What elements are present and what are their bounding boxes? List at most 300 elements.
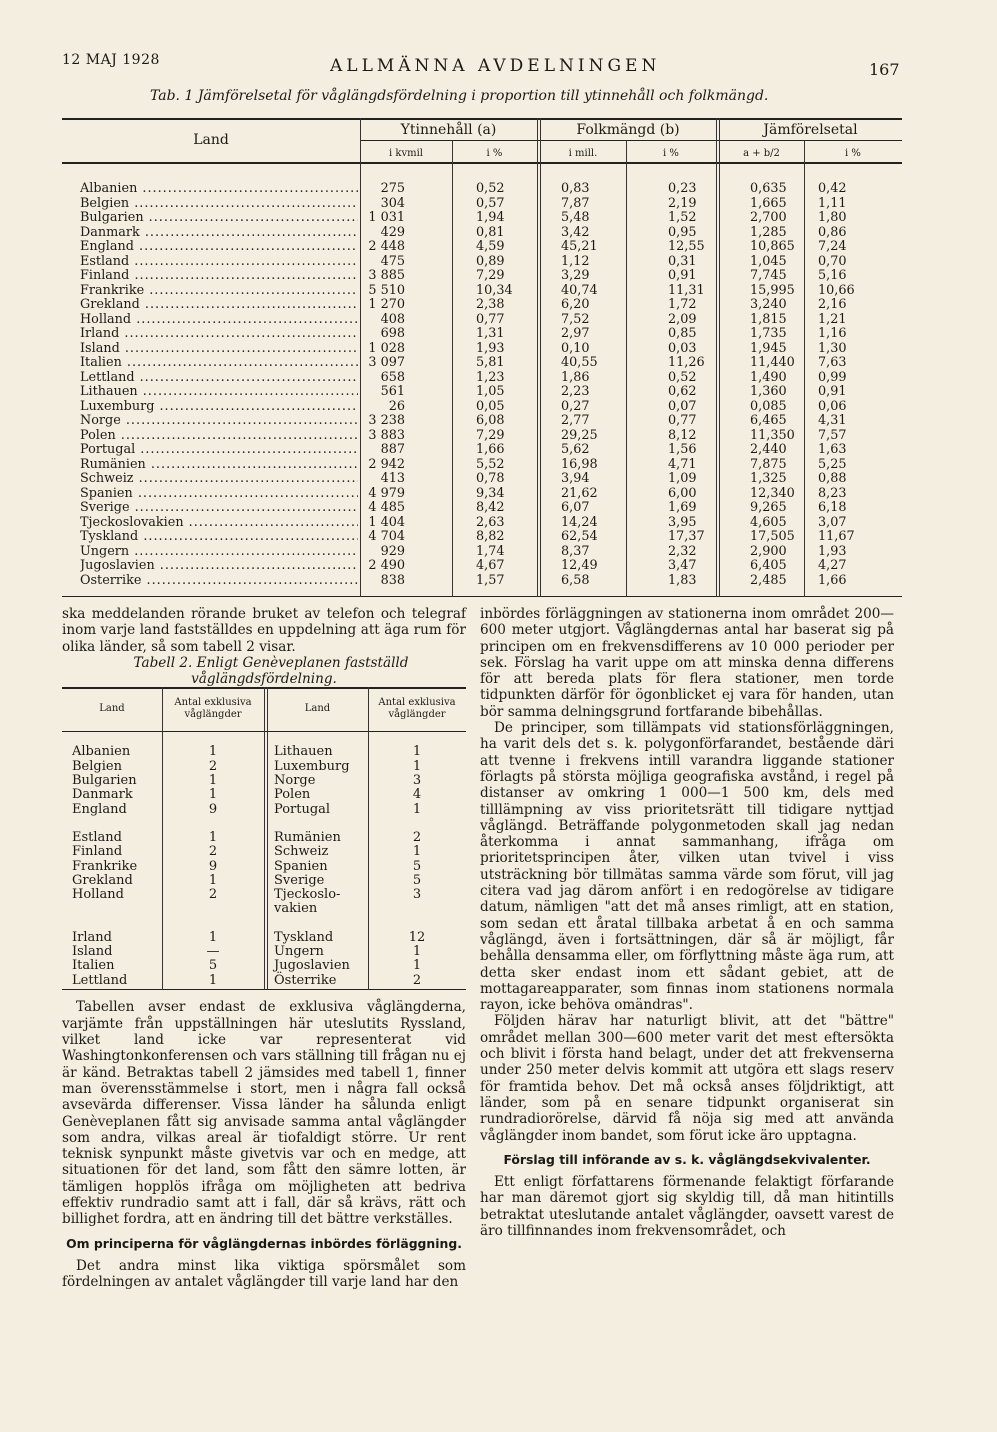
table1-row xyxy=(62,342,902,357)
table1-cell-ab: 12,340 xyxy=(750,485,795,501)
table1-cell-ab: 1,285 xyxy=(750,224,787,240)
table1-row xyxy=(62,429,902,444)
table1-cell-fpct: 1,69 xyxy=(668,500,697,515)
table1-bottom-rule xyxy=(62,596,902,597)
table1-cell-km: 2 942 xyxy=(368,456,405,472)
table2-cell-land1: Estland xyxy=(72,829,122,845)
table1-cell-ab: 2,900 xyxy=(750,543,787,559)
table2-cell-land1: England xyxy=(72,801,127,817)
table1-cell-ypct: 0,81 xyxy=(476,224,505,240)
table2-cell-n2: 2 xyxy=(412,829,422,845)
subheader-area-pct: i % xyxy=(486,148,503,159)
table1-cell-mill: 2,97 xyxy=(561,326,590,341)
table1-cell-fpct: 0,77 xyxy=(668,413,697,428)
table1-cell-mill: 12,49 xyxy=(561,558,598,573)
table1-cell-land: Ungern ..... xyxy=(80,545,358,560)
subheader-formula: a + b/2 xyxy=(743,148,780,159)
table1-cell-ab: 2,700 xyxy=(750,210,787,225)
table1-cell-mill: 16,98 xyxy=(561,456,598,472)
table1-cell-ypct: 1,23 xyxy=(476,369,505,385)
table2-cell-n2: 1 xyxy=(412,844,422,860)
table1-cell-fpct: 0,85 xyxy=(668,326,697,341)
table1-cell-ypct: 0,78 xyxy=(476,471,505,486)
table1-cell-ab: 17,505 xyxy=(750,529,795,544)
table1-cell-land: Tjeckoslovakien ..... xyxy=(80,516,358,531)
table1-cell-km: 275 xyxy=(380,181,405,196)
table1-cell-ypct: 1,74 xyxy=(476,543,505,559)
table1-cell-ab: 1,665 xyxy=(750,195,787,211)
table2-cell-land2: Lithauen xyxy=(274,744,333,760)
table1-cell-ab: 2,440 xyxy=(750,442,787,457)
table2-cell-n2: 1 xyxy=(412,958,422,974)
table1-cell-jpct: 7,57 xyxy=(818,427,847,443)
table1-header-ratio: Jämförelsetal xyxy=(763,122,858,138)
table1-cell-km: 1 028 xyxy=(368,340,405,356)
table2-cell-n2: 5 xyxy=(412,872,422,888)
table1-header-land: Land xyxy=(193,132,229,148)
table2-vline xyxy=(267,687,268,990)
table1-cell-fpct: 0,95 xyxy=(668,224,697,240)
table1-cell-fpct: 2,19 xyxy=(668,195,697,211)
table1-caption: Tab. 1 Jämförelsetal för våglängdsfördelning i proportion till ytinnehåll och folkmängd. xyxy=(150,88,769,104)
table2-cell-n1: 2 xyxy=(208,887,218,903)
table1-cell-ab: 4,605 xyxy=(750,514,787,530)
table1-cell-fpct: 8,12 xyxy=(668,427,697,443)
table2-cell-n1: 2 xyxy=(208,844,218,860)
table2-header-count-2: Antal exklusiva våglängder xyxy=(378,697,456,721)
table1-row xyxy=(62,269,902,284)
table2-cell-n2: 2 xyxy=(412,972,422,988)
table1-cell-jpct: 2,16 xyxy=(818,297,847,312)
table1-cell-ypct: 7,29 xyxy=(476,268,505,283)
table2-cell-n2: 12 xyxy=(408,929,426,945)
table1-cell-land: Portugal ..... xyxy=(80,443,358,458)
table1-row xyxy=(62,472,902,487)
table1-cell-km: 1 270 xyxy=(368,297,405,312)
table1-cell-ypct: 0,89 xyxy=(476,253,505,269)
table1-cell-km: 838 xyxy=(380,572,405,588)
table1-row xyxy=(62,197,902,212)
table1-cell-fpct: 1,83 xyxy=(668,572,697,588)
table1-cell-jpct: 6,18 xyxy=(818,500,847,515)
table1-cell-mill: 8,37 xyxy=(561,543,590,559)
table1-cell-jpct: 4,31 xyxy=(818,413,847,428)
table1-cell-ypct: 0,77 xyxy=(476,311,505,327)
header-date: 12 MAJ 1928 xyxy=(62,52,160,68)
table2-cell-land2: Sverige xyxy=(274,872,325,888)
table1-cell-fpct: 0,31 xyxy=(668,253,697,269)
table1-cell-land: Danmark ..... xyxy=(80,226,358,241)
subheader-area-unit: i kvmil xyxy=(389,148,423,159)
table1-cell-km: 4 485 xyxy=(368,500,405,515)
table2-cell-n1: 1 xyxy=(208,744,218,760)
table1-cell-fpct: 4,71 xyxy=(668,456,697,472)
table1-cell-jpct: 1,16 xyxy=(818,326,847,341)
table1-cell-land: Schweiz ..... xyxy=(80,472,358,487)
table2-cell-n2: 1 xyxy=(412,744,422,760)
table1-row xyxy=(62,298,902,313)
table2-header-land-2: Land xyxy=(304,703,331,715)
right-para2: De principer, som tillämpats vid stationsförläggningen, ha varit dels det s. k. polygonförfarandet, bestående däri att tvenne i frekvens intill varandra liggande stationer förlagts på största möjliga geografiska avstånd, i regel på distanser av omkring 1 000—1 500 km, dels med tilllämpning av viss prioritetsrätt till tidigare nyttjad våglängd. Beträffande polygonmetoden skall jag nedan återkomma i annat sammanhang, ifråga om prioritetsprincipen åter, vilken utan tvivel i viss utsträckning bör tillmätas samma värde som förut, vill jag citera vad jag därom anfört i en redogörelse av tidigare datum, nämligen "att det må anses rimligt, att en station, som sedan ett åratal tillbaka arbetat å en och samma våglängd, även i fortsättningen, där så är möjligt, får behålla densamma eller, om förflyttning måste äga rum, att detta sker endast inom ett sådant gebiet, att de mottagareapparater, som finnas inom stationens normala rayon, icke behöva omändras". xyxy=(480,720,894,1014)
table1-cell-land: Österrike ..... xyxy=(80,574,358,589)
table1-cell-ab: 7,875 xyxy=(750,456,787,472)
table1-cell-fpct: 2,32 xyxy=(668,543,697,559)
table2-cell-n1: 5 xyxy=(208,958,218,974)
table1-row xyxy=(62,458,902,473)
table1-cell-fpct: 1,09 xyxy=(668,471,697,486)
table1-cell-fpct: 11,31 xyxy=(668,282,705,298)
table1-cell-fpct: 1,72 xyxy=(668,297,697,312)
table1-cell-km: 4 704 xyxy=(368,529,405,544)
table2-cell-land1: Holland xyxy=(72,887,124,903)
table2-cell-land1: Italien xyxy=(72,958,115,974)
table1-cell-mill: 29,25 xyxy=(561,427,598,443)
left-heading: Om principerna för våglängdernas inbördes förläggning. xyxy=(66,1235,462,1251)
table1-cell-land: Holland ..... xyxy=(80,313,358,328)
table1-cell-fpct: 0,62 xyxy=(668,384,697,399)
table1-cell-jpct: 5,25 xyxy=(818,456,847,472)
table1-cell-jpct: 0,42 xyxy=(818,181,847,196)
table1-cell-mill: 5,48 xyxy=(561,210,590,225)
table1-cell-km: 2 490 xyxy=(368,558,405,573)
table1-cell-km: 929 xyxy=(380,543,405,559)
table1-cell-land: Bulgarien ..... xyxy=(80,211,358,226)
table1-row xyxy=(62,516,902,531)
table1-cell-land: Frankrike ..... xyxy=(80,284,358,299)
table1-row xyxy=(62,327,902,342)
table1-cell-land: Grekland ..... xyxy=(80,298,358,313)
table1-cell-land: Finland ..... xyxy=(80,269,358,284)
table1-cell-jpct: 1,30 xyxy=(818,340,847,356)
table2-cell-n1: 1 xyxy=(208,787,218,803)
table1-cell-land: Belgien ..... xyxy=(80,197,358,212)
table1-cell-ypct: 9,34 xyxy=(476,485,505,501)
table1-cell-mill: 40,74 xyxy=(561,282,598,298)
table1-cell-fpct: 0,03 xyxy=(668,340,697,356)
table1-top-rule xyxy=(62,118,902,120)
table1-cell-land: Lettland ..... xyxy=(80,371,358,386)
table1-cell-jpct: 0,06 xyxy=(818,398,847,414)
table1-cell-ab: 6,405 xyxy=(750,558,787,573)
table1-sub-rule xyxy=(360,140,902,141)
table1-cell-jpct: 5,16 xyxy=(818,268,847,283)
table1-cell-km: 475 xyxy=(380,253,405,269)
table1-cell-ab: 1,815 xyxy=(750,311,787,327)
table2-cell-n1: 2 xyxy=(208,758,218,774)
table1-cell-km: 1 404 xyxy=(368,514,405,530)
table1-cell-jpct: 0,88 xyxy=(818,471,847,486)
table1-cell-ypct: 4,59 xyxy=(476,239,505,254)
table1-cell-jpct: 1,21 xyxy=(818,311,847,327)
left-para1: Tabellen avser endast de exklusiva våglängderna, varjämte från uppställningen här uteslutits Ryssland, vilket land icke var representerat vid Washingtonkonferensen och vars ställning till frågan nu ej är känd. Betraktas tabell 2 jämsides med tabell 1, finner man överensstämmelse i stort, men i några fall också avsevärda differenser. Vissa länder ha sålunda enligt Genèveplanen fått sig anvisade samma antal våglängder som andra, vilkas areal är tiofaldigt större. Ur rent teknisk synpunkt måste givetvis var och en medge, att situationen för det land, som fått den sämre lotten, är tämligen hopplös ifråga om möjligheten att bedriva effektiv rundradio samt att i fall, där så krävs, rätt och billighet fordra, att en ändring till det bättre verkställes. xyxy=(62,999,466,1228)
table1-cell-mill: 7,52 xyxy=(561,311,590,327)
table1-cell-ypct: 5,81 xyxy=(476,355,505,370)
table2-cell-n2: 3 xyxy=(412,887,422,903)
table2-cell-land2: Rumänien xyxy=(274,829,341,845)
table1-cell-land: Spanien ..... xyxy=(80,487,358,502)
table1-cell-mill: 3,42 xyxy=(561,224,590,240)
table1-cell-km: 658 xyxy=(380,369,405,385)
table1-cell-jpct: 1,63 xyxy=(818,442,847,457)
table1-row xyxy=(62,443,902,458)
table1-cell-km: 5 510 xyxy=(368,282,405,298)
table2-cell-land2: Polen xyxy=(274,787,311,803)
table1-cell-ypct: 1,66 xyxy=(476,442,505,457)
left-column xyxy=(62,606,466,1291)
table1-row xyxy=(62,574,902,589)
table1-row xyxy=(62,414,902,429)
table1-body xyxy=(62,182,902,588)
table1-cell-km: 561 xyxy=(380,384,405,399)
table1-cell-jpct: 0,86 xyxy=(818,224,847,240)
table2-vline xyxy=(368,687,369,990)
table1-cell-mill: 6,07 xyxy=(561,500,590,515)
table1-cell-ab: 11,350 xyxy=(750,427,795,443)
table2-cell-land2: Portugal xyxy=(274,801,331,817)
table1-cell-jpct: 1,11 xyxy=(818,195,847,211)
right-para3: Följden härav har naturligt blivit, att det "bättre" området mellan 300—600 meter varit det mest eftersökta och blivit i första hand belagt, under det att frekvenserna under 250 meter delvis kommit att utgöra ett slags reserv för framtida behov. Det må också anses följdriktigt, att länder, som på en senare tidpunkt organiserat sin rundradiorörelse, därvid få nöja sig med att använda våglängder inom bandet, som förut icke äro upptagna. xyxy=(480,1013,894,1144)
table1-cell-ab: 1,045 xyxy=(750,253,787,269)
table1-cell-km: 408 xyxy=(380,311,405,327)
table1-cell-land: Rumänien ..... xyxy=(80,458,358,473)
right-para4: Ett enligt författarens förmenande felaktigt förfarande har man däremot gjort sig skyldig till, då man hitintills betraktat uteslutande antalet våglängder, oavsett varest de äro tillfinnandes inom frekvensområdet, och xyxy=(480,1174,894,1239)
table1-row xyxy=(62,284,902,299)
table1-cell-ypct: 8,42 xyxy=(476,500,505,515)
table1-cell-km: 1 031 xyxy=(368,210,405,225)
table1-cell-jpct: 1,66 xyxy=(818,572,847,588)
table1-cell-km: 3 238 xyxy=(368,413,405,428)
table1-header-area: Ytinnehåll (a) xyxy=(400,122,497,138)
table2-cell-land1: Irland xyxy=(72,929,112,945)
table1-cell-jpct: 11,67 xyxy=(818,529,855,544)
table1-cell-ab: 1,360 xyxy=(750,384,787,399)
table1-cell-km: 3 885 xyxy=(368,268,405,283)
table1-cell-ab: 2,485 xyxy=(750,572,787,588)
table1-cell-ypct: 10,34 xyxy=(476,282,513,298)
table2-cell-land2: Luxemburg xyxy=(274,758,350,774)
table1-row xyxy=(62,559,902,574)
table1-cell-mill: 45,21 xyxy=(561,239,598,254)
table1-row xyxy=(62,400,902,415)
table2-cell-n2: 4 xyxy=(412,787,422,803)
table1-cell-ab: 1,945 xyxy=(750,340,787,356)
table1-cell-land: Sverige ..... xyxy=(80,501,358,516)
table1-cell-km: 4 979 xyxy=(368,485,405,501)
table1-cell-mill: 21,62 xyxy=(561,485,598,501)
table2-cell-n1: 1 xyxy=(208,829,218,845)
table1-cell-ypct: 5,52 xyxy=(476,456,505,472)
table1-cell-ypct: 7,29 xyxy=(476,427,505,443)
right-column xyxy=(480,606,894,1239)
table1-cell-mill: 3,94 xyxy=(561,471,590,486)
table1-cell-mill: 2,77 xyxy=(561,413,590,428)
table2-caption: Tabell 2. Enligt Genèveplanen fastställd våglängdsfördelning. xyxy=(133,654,409,688)
table1-cell-ypct: 6,08 xyxy=(476,413,505,428)
table1-cell-land: Jugoslavien ..... xyxy=(80,559,358,574)
table2-cell-n1: 1 xyxy=(208,773,218,789)
table2-cell-n1: 1 xyxy=(208,929,218,945)
table1-cell-jpct: 10,66 xyxy=(818,282,855,298)
table1-cell-fpct: 12,55 xyxy=(668,239,705,254)
table2-cell-land1: Bulgarien xyxy=(72,773,137,789)
table1-row xyxy=(62,545,902,560)
table2-cell-n1: 1 xyxy=(208,972,218,988)
table1-cell-fpct: 0,07 xyxy=(668,398,697,414)
table1-cell-jpct: 0,91 xyxy=(818,384,847,399)
table1-cell-land: Albanien ..... xyxy=(80,182,358,197)
table2-cell-land2: Spanien xyxy=(274,858,328,874)
table1-cell-km: 3 883 xyxy=(368,427,405,443)
table1-cell-km: 887 xyxy=(380,442,405,457)
table1-row xyxy=(62,182,902,197)
table1-cell-ab: 1,490 xyxy=(750,369,787,385)
table2-cell-land2: Österrike xyxy=(274,972,337,988)
table2-vline xyxy=(264,687,265,990)
table1-cell-fpct: 0,52 xyxy=(668,369,697,385)
table1-cell-mill: 1,12 xyxy=(561,253,590,269)
table1-row xyxy=(62,356,902,371)
table2-cell-land2: vakien xyxy=(274,901,318,917)
table1-cell-jpct: 0,70 xyxy=(818,253,847,269)
table1-cell-mill: 3,29 xyxy=(561,268,590,283)
table2-cell-n1: 1 xyxy=(208,872,218,888)
table1-cell-ab: 6,465 xyxy=(750,413,787,428)
table1-cell-ab: 1,325 xyxy=(750,471,787,486)
table1-cell-land: Lithauen ..... xyxy=(80,385,358,400)
table1-row xyxy=(62,385,902,400)
table1-cell-land: Estland ..... xyxy=(80,255,358,270)
table1-cell-km: 698 xyxy=(380,326,405,341)
table1-cell-fpct: 1,52 xyxy=(668,210,697,225)
table1-cell-mill: 0,83 xyxy=(561,181,590,196)
table1-header-pop: Folkmängd (b) xyxy=(576,122,680,138)
table1-cell-fpct: 6,00 xyxy=(668,485,697,501)
table1-cell-ab: 9,265 xyxy=(750,500,787,515)
table1-cell-fpct: 0,23 xyxy=(668,181,697,196)
table1-cell-jpct: 7,24 xyxy=(818,239,847,254)
table1-cell-ab: 3,240 xyxy=(750,297,787,312)
table1-cell-land: Island ..... xyxy=(80,342,358,357)
table1-cell-jpct: 4,27 xyxy=(818,558,847,573)
right-heading: Förslag till införande av s. k. våglängdsekvivalenter. xyxy=(503,1151,871,1167)
table1-cell-km: 429 xyxy=(380,224,405,240)
table2-cell-n1: — xyxy=(206,944,220,960)
table1-cell-land: Norge ..... xyxy=(80,414,358,429)
table2-cell-land1: Belgien xyxy=(72,758,122,774)
table1-cell-mill: 6,20 xyxy=(561,297,590,312)
right-para1: inbördes förläggningen av stationerna inom området 200—600 meter utgjort. Våglängdernas antal har baserat sig på principen om en frekvensdifferens av 10 000 perioder per sek. Förslag ha varit uppe om att minska denna differens för att bereda plats för flera stationer, men torde tidpunkten därför för ögonblicket ej vara för handen, utan bör samma delningsgrund fortfarande bibehållas. xyxy=(480,606,894,720)
table1-cell-jpct: 1,93 xyxy=(818,543,847,559)
table1-cell-jpct: 1,80 xyxy=(818,210,847,225)
table2-cell-land2: Jugoslavien xyxy=(274,958,350,974)
table1-cell-ypct: 2,38 xyxy=(476,297,505,312)
table1-cell-ab: 0,635 xyxy=(750,181,787,196)
table1-cell-mill: 40,55 xyxy=(561,355,598,370)
table2-cell-land2: Schweiz xyxy=(274,844,329,860)
table2-cell-land1: Danmark xyxy=(72,787,133,803)
table1-cell-mill: 7,87 xyxy=(561,195,590,211)
table2-header-land: Land xyxy=(99,703,125,715)
table2-cell-land1: Frankrike xyxy=(72,858,138,874)
table1-cell-fpct: 1,56 xyxy=(668,442,697,457)
table1-row xyxy=(62,226,902,241)
table1-cell-land: Polen ..... xyxy=(80,429,358,444)
table1-cell-fpct: 2,09 xyxy=(668,311,697,327)
table1-cell-km: 413 xyxy=(380,471,405,486)
table2-cell-n2: 5 xyxy=(412,858,422,874)
table1-cell-ypct: 1,31 xyxy=(476,326,505,341)
table1-cell-mill: 5,62 xyxy=(561,442,590,457)
table1-cell-land: England ..... xyxy=(80,240,358,255)
table1 xyxy=(62,118,902,598)
table1-cell-ypct: 0,05 xyxy=(476,398,505,414)
table2-cell-n2: 1 xyxy=(412,944,422,960)
table1-cell-ypct: 4,67 xyxy=(476,558,505,573)
table1-cell-jpct: 7,63 xyxy=(818,355,847,370)
table2 xyxy=(62,687,466,991)
table1-cell-ab: 11,440 xyxy=(750,355,795,370)
table1-cell-mill: 14,24 xyxy=(561,514,598,530)
table1-cell-land: Italien ..... xyxy=(80,356,358,371)
left-para2: Det andra minst lika viktiga spörsmålet som fördelningen av antalet våglängder till varje land har den xyxy=(62,1257,466,1291)
table2-cell-land2: Tjeckoslo- xyxy=(274,887,341,903)
table2-cell-land1: Albanien xyxy=(72,744,131,760)
table1-cell-ab: 10,865 xyxy=(750,239,795,254)
page-number: 167 xyxy=(869,60,900,79)
left-intro: ska meddelanden rörande bruket av telefon och telegraf inom varje land fastställdes en uppdelning att äga rum för olika länder, så som tabell 2 visar. xyxy=(62,606,466,655)
table2-cell-n2: 3 xyxy=(412,773,422,789)
table1-row xyxy=(62,371,902,386)
table1-cell-fpct: 3,47 xyxy=(668,558,697,573)
table1-row xyxy=(62,211,902,226)
table1-cell-mill: 6,58 xyxy=(561,572,590,588)
table1-cell-jpct: 3,07 xyxy=(818,514,847,530)
table1-cell-land: Tyskland ..... xyxy=(80,530,358,545)
table1-cell-land: Luxemburg ..... xyxy=(80,400,358,415)
table1-cell-km: 26 xyxy=(388,398,405,414)
table2-cell-land1: Island xyxy=(72,944,113,960)
table1-cell-ab: 15,995 xyxy=(750,282,795,298)
table1-cell-mill: 0,27 xyxy=(561,398,590,414)
table1-cell-ypct: 1,57 xyxy=(476,572,505,588)
table2-header-count: Antal exklusiva våglängder xyxy=(174,697,252,721)
table1-cell-jpct: 8,23 xyxy=(818,485,847,501)
table1-cell-mill: 1,86 xyxy=(561,369,590,385)
table1-row xyxy=(62,313,902,328)
table1-cell-ypct: 0,57 xyxy=(476,195,505,211)
table1-cell-ypct: 1,05 xyxy=(476,384,505,399)
table1-cell-jpct: 0,99 xyxy=(818,369,847,385)
table2-cell-n2: 1 xyxy=(412,758,422,774)
table1-cell-ab: 1,735 xyxy=(750,326,787,341)
subheader-ratio-pct: i % xyxy=(845,148,861,159)
subheader-pop-unit: i mill. xyxy=(568,148,598,159)
table1-cell-ypct: 0,52 xyxy=(476,181,505,196)
table2-cell-land1: Grekland xyxy=(72,872,133,888)
table2-cell-n2: 1 xyxy=(412,801,422,817)
table1-cell-fpct: 0,91 xyxy=(668,268,697,283)
table2-cell-land2: Ungern xyxy=(274,944,324,960)
table2-cell-land1: Finland xyxy=(72,844,123,860)
table1-cell-ypct: 1,94 xyxy=(476,210,505,225)
table1-cell-mill: 62,54 xyxy=(561,529,598,544)
table1-cell-km: 304 xyxy=(380,195,405,211)
table2-cell-n1: 9 xyxy=(208,858,218,874)
table1-cell-ab: 7,745 xyxy=(750,268,787,283)
table1-cell-mill: 0,10 xyxy=(561,340,590,356)
table1-cell-km: 3 097 xyxy=(368,355,405,370)
table2-cell-land2: Norge xyxy=(274,773,316,789)
